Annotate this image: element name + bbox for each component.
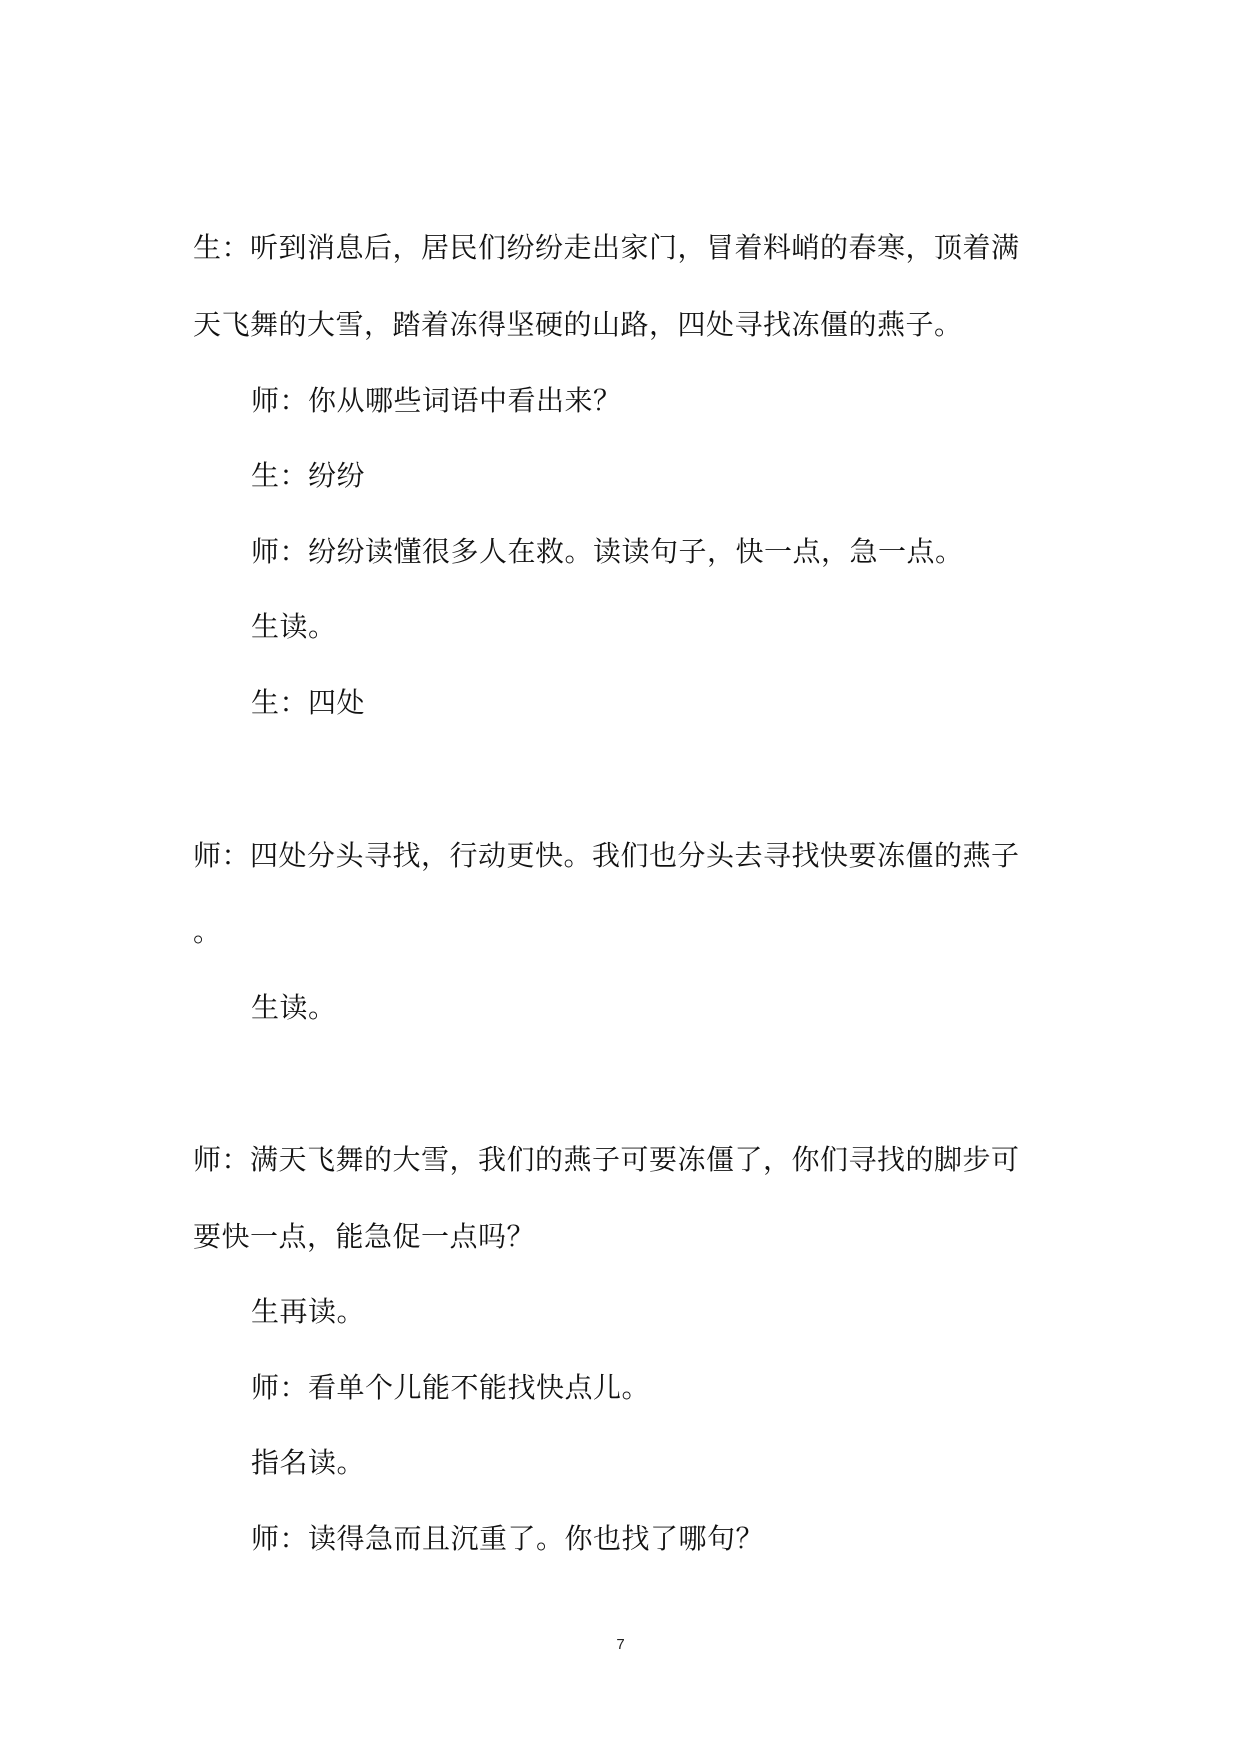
- text-line: 生再读。: [251, 1295, 366, 1328]
- text-line: 师：读得急而且沉重了。你也找了哪句？: [251, 1522, 765, 1555]
- text-line: 。: [193, 915, 222, 948]
- text-line: 天飞舞的大雪，踏着冻得坚硬的山路，四处寻找冻僵的燕子。: [193, 308, 963, 341]
- text-line: 指名读。: [251, 1446, 366, 1479]
- text-line: 要快一点，能急促一点吗？: [193, 1220, 536, 1253]
- text-line: 师：满天飞舞的大雪，我们的燕子可要冻僵了，你们寻找的脚步可: [193, 1143, 1020, 1176]
- page-number: 7: [616, 1636, 625, 1653]
- text-line: 师：看单个儿能不能找快点儿。: [251, 1371, 651, 1404]
- text-line: 生：纷纷: [251, 459, 366, 492]
- text-line: 生：听到消息后，居民们纷纷走出家门，冒着料峭的春寒，顶着满: [193, 231, 1020, 264]
- text-line: 师：你从哪些词语中看出来？: [251, 384, 622, 417]
- text-line: 师：四处分头寻找，行动更快。我们也分头去寻找快要冻僵的燕子: [193, 839, 1020, 872]
- text-line: 生读。: [251, 610, 337, 643]
- text-line: 师：纷纷读懂很多人在救。读读句子，快一点，急一点。: [251, 535, 964, 568]
- text-line: 生读。: [251, 991, 337, 1024]
- text-line: 生：四处: [251, 686, 366, 719]
